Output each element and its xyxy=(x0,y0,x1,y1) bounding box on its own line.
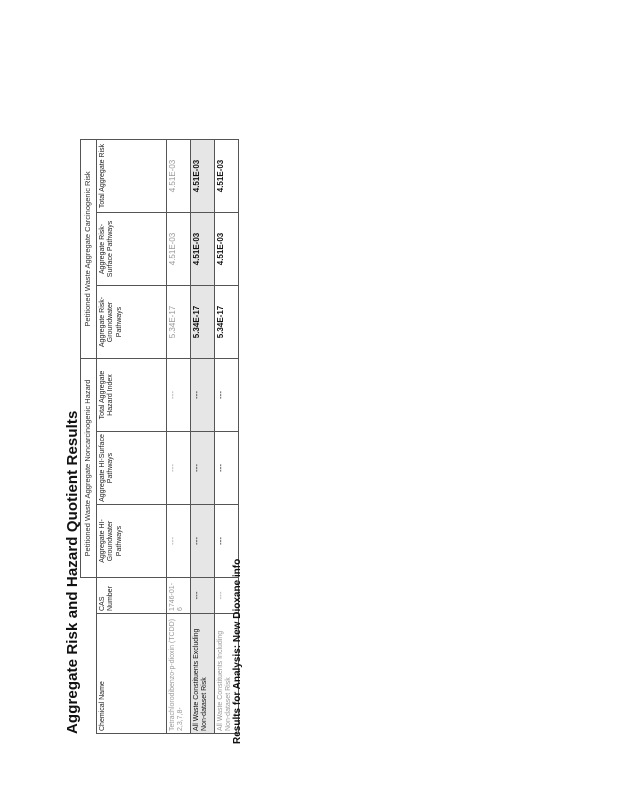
total-hi-cell: --- xyxy=(214,359,238,432)
hi-surface-cell: --- xyxy=(214,432,238,505)
column-header-cas-number: CAS Number xyxy=(96,578,166,614)
hi-surface-cell: --- xyxy=(190,432,214,505)
risk-groundwater-cell: 5.34E-17 xyxy=(190,286,214,359)
risk-surface-cell: 4.51E-03 xyxy=(190,213,214,286)
analysis-footer: Results for Analysis: New Dioxane info xyxy=(232,558,243,744)
chemical-name-cell: All Waste Constituents Including Non-dataset Risk xyxy=(214,614,238,734)
column-header-risk-groundwater: Aggregate Risk-Groundwater Pathways xyxy=(96,286,166,359)
page-title: Aggregate Risk and Hazard Quotient Results xyxy=(64,410,81,734)
hi-groundwater-cell: --- xyxy=(166,505,190,578)
risk-groundwater-cell: 5.34E-17 xyxy=(214,286,238,359)
column-header-total-risk: Total Aggregate Risk xyxy=(96,139,166,212)
total-risk-cell: 4.51E-03 xyxy=(214,139,238,212)
risk-surface-cell: 4.51E-03 xyxy=(166,213,190,286)
total-hi-cell: --- xyxy=(190,359,214,432)
total-hi-cell: --- xyxy=(166,359,190,432)
hi-groundwater-cell: --- xyxy=(214,505,238,578)
column-header-row xyxy=(96,139,166,733)
table-row xyxy=(190,139,214,733)
total-risk-cell: 4.51E-03 xyxy=(190,139,214,212)
column-header-chemical-name: Chemical Name xyxy=(96,614,166,734)
chemical-name-cell: All Waste Constituents Excluding Non-dataset Risk xyxy=(190,614,214,734)
total-risk-cell: 4.51E-03 xyxy=(166,139,190,212)
hi-groundwater-cell: --- xyxy=(190,505,214,578)
group-header-row xyxy=(81,139,97,733)
blank-header-cell xyxy=(81,578,97,734)
risk-surface-cell: 4.51E-03 xyxy=(214,213,238,286)
cas-number-cell: --- xyxy=(190,578,214,614)
noncarcinogenic-group-header: Petitioned Waste Aggregate Noncarcinogenic Hazard xyxy=(81,359,97,578)
hi-surface-cell: --- xyxy=(166,432,190,505)
cas-number-cell: --- xyxy=(214,578,238,614)
cas-number-cell: 1746-01-6 xyxy=(166,578,190,614)
column-header-hi-groundwater: Aggregate HI-Groundwater Pathways xyxy=(96,505,166,578)
risk-groundwater-cell: 5.34E-17 xyxy=(166,286,190,359)
table-row xyxy=(166,139,190,733)
rotated-page xyxy=(64,44,244,744)
column-header-hi-surface: Aggregate HI-Surface Pathways xyxy=(96,432,166,505)
column-header-risk-surface: Aggregate Risk-Surface Pathways xyxy=(96,213,166,286)
column-header-total-hi: Total Aggregate Hazard Index xyxy=(96,359,166,432)
carcinogenic-group-header: Petitioned Waste Aggregate Carcinogenic Risk xyxy=(81,139,97,358)
chemical-name-cell: Tetrachlorodibenzo-p-dioxin (TCDD) 2,3,7,8- xyxy=(166,614,190,734)
results-table xyxy=(80,139,239,734)
